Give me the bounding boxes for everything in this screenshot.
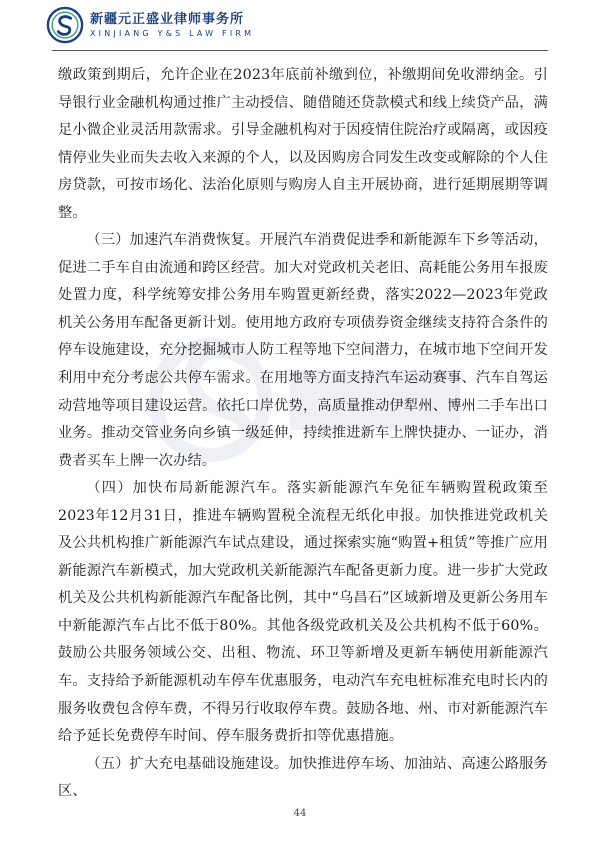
- paragraph-section-3: （三）加速汽车消费恢复。开展汽车消费促进季和新能源车下乡等活动，促进二手车自由流通和跨区经营。加大对党政机关老旧、高耗能公务用车报废处置力度，科学统筹安排公务用车购置更新经费，落实2022—2023年党政机关公务用车配备更新计划。使用地方政府专项债券资金继续支持符合条件的停车设施建设，充分挖掘城市人防工程等地下空间潜力，在城市地下空间开发利用中充分考虑公共停车需求。在用地等方面支持汽车运动赛事、汽车自驾运动营地等项目建设运营。依托口岸优势，高质量推动伊犁州、博州二手车出口业务。推动交管业务向乡镇一级延伸，持续推进新车上牌快捷办、一证办，消费者买车上牌一次办结。: [58, 232, 548, 469]
- document-body: [58, 62, 548, 806]
- paragraph-section-5: （五）扩大充电基础设施建设。加快推进停车场、加油站、高速公路服务区、: [58, 755, 548, 800]
- paragraph-section-4: （四）加快布局新能源汽车。落实新能源汽车免征车辆购置税政策至2023年12月31日，推进车辆购置税全流程无纸化申报。加快推进党政机关及公共机构推广新能源汽车试点建设，通过探索实施“购置+租赁”等推广应用新能源汽车新模式，加大党政机关新能源汽车配备更新力度。进一步扩大党政机关及公共机构新能源汽车配备比例，其中“乌昌石”区域新增及更新公务用车中新能源汽车占比不低于80%。其他各级党政机关及公共机构不低于60%。鼓励公共服务领域公交、出租、物流、环卫等新增及更新车辆使用新能源汽车。支持给予新能源机动车停车优惠服务，电动汽车充电桩标准充电时长内的服务收费包含停车费，不得另行收取停车费。鼓励各地、州、市对新能源汽车给予延长免费停车时间、停车服务费折扣等优惠措施。: [58, 480, 548, 745]
- firm-logo-icon: [46, 6, 84, 44]
- firm-name-cn: 新疆元正盛业律师事务所: [90, 11, 245, 27]
- paragraph-continuation: 缴政策到期后，允许企业在2023年底前补缴到位，补缴期间免收滞纳金。引导银行业金融机构通过推广主动授信、随借随还贷款模式和线上续贷产品，满足小微企业灵活用款需求。引导金融机构对于因疫情住院治疗或隔离，或因疫情停业失业而失去收入来源的个人，以及因购房合同发生改变或解除的个人住房贷款，可按市场化、法治化原则与购房人自主开展协商，进行延期展期等调整。: [58, 67, 548, 221]
- firm-name-en: XINJIANG Y&S LAW FIRM: [90, 28, 255, 38]
- letterhead: [46, 6, 254, 44]
- header-divider: [52, 50, 548, 51]
- page-number: 44: [293, 808, 307, 819]
